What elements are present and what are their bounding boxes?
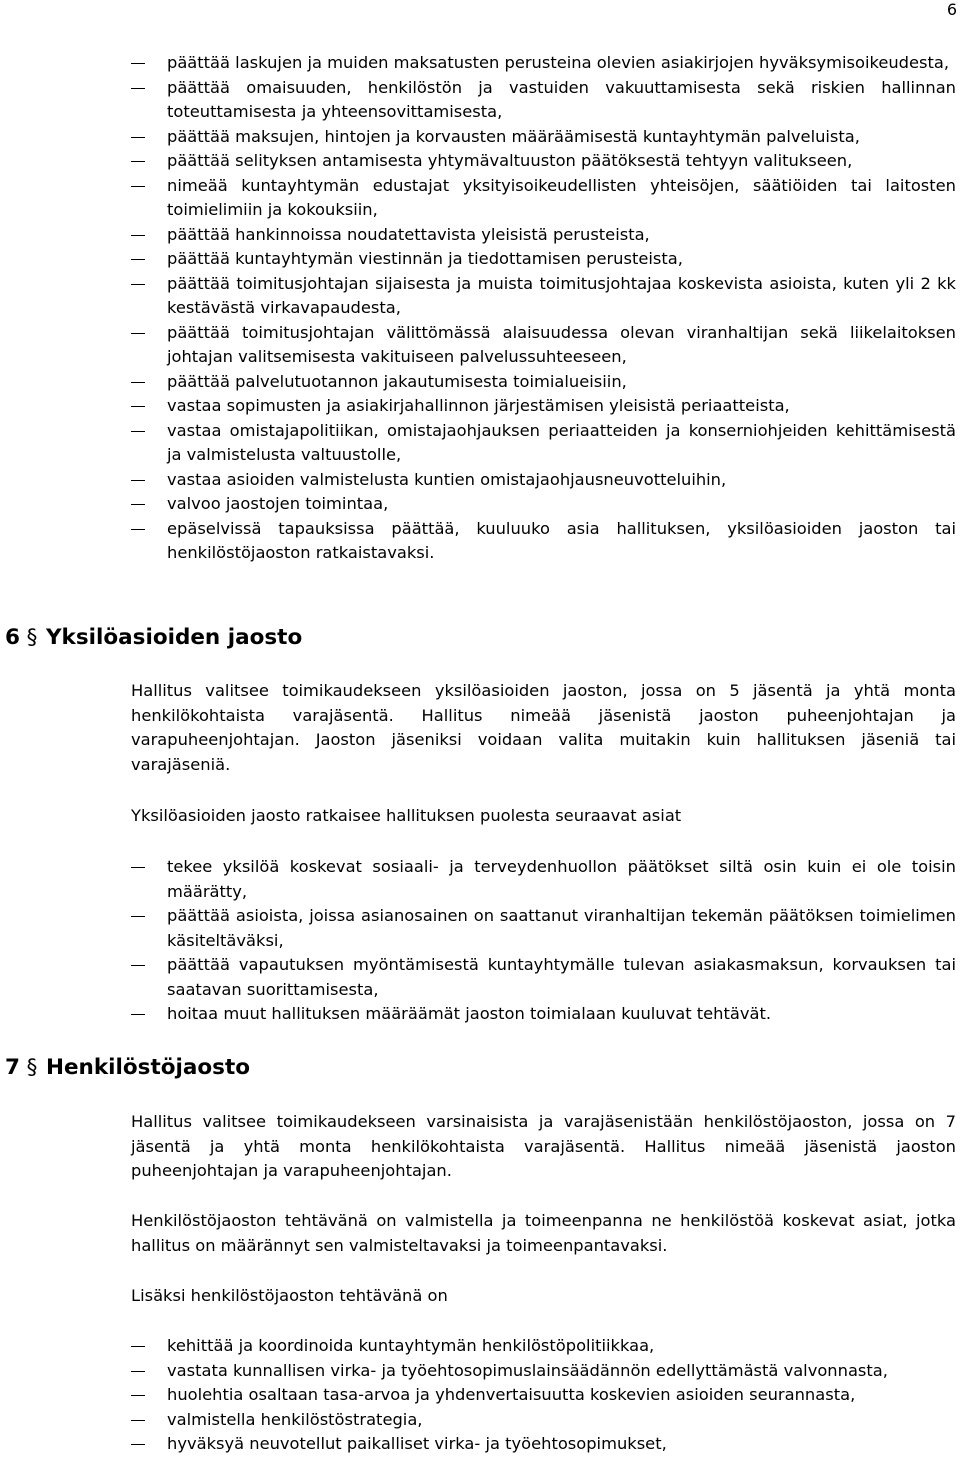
- list-item: [131, 492, 956, 517]
- list-item: [131, 51, 956, 76]
- section-title: Yksilöasioiden jaosto: [45, 625, 303, 650]
- list-item: [131, 1334, 956, 1359]
- dash-bullet: [131, 1014, 145, 1015]
- dash-bullet: [131, 1346, 145, 1347]
- list-item: [131, 1359, 956, 1384]
- list-item: [131, 904, 956, 953]
- list-item-text: vastaa asioiden valmistelusta kuntien omistajaohjausneuvotteluihin,: [167, 469, 727, 489]
- list-item-text: päättää selityksen antamisesta yhtymävaltuuston päätöksestä tehtyyn valitukseen,: [167, 151, 853, 170]
- list-item: [131, 370, 956, 395]
- list-item: [131, 419, 956, 468]
- list-item: [131, 247, 956, 272]
- list-item: [131, 149, 956, 174]
- list-item-text: päättää vapautuksen myöntämisestä kuntayhtymälle tulevan asiakasmaksun, korvauksen tai saatavan suorittamisesta,: [167, 955, 956, 999]
- list-item-text: nimeää kuntayhtymän edustajat yksityisoikeudellisten yhteisöjen, säätiöiden tai laitosten toimielimiin ja kokouksiin,: [167, 175, 956, 219]
- paragraph: Yksilöasioiden jaosto ratkaisee hallituksen puolesta seuraavat asiat: [131, 806, 682, 825]
- paragraph: Lisäksi henkilöstöjaoston tehtävänä on: [131, 1286, 448, 1305]
- list-item: [131, 272, 956, 321]
- section-number: 6: [5, 625, 20, 650]
- dash-bullet: [131, 1420, 145, 1421]
- list-item-text: epäselvissä tapauksissa päättää, kuuluuko asia hallituksen, yksilöasioiden jaoston tai henkilöstöjaoston ratkaistavaksi.: [167, 518, 956, 562]
- list-item-text: vastata kunnallisen virka- ja työehtosopimuslainsäädännön edellyttämästä valvonnasta,: [167, 1360, 888, 1380]
- list-item: [131, 223, 956, 248]
- jaosto-duties-list: [131, 855, 956, 1027]
- dash-bullet: [131, 333, 145, 334]
- dash-bullet: [131, 480, 145, 481]
- dash-bullet: [131, 1444, 145, 1445]
- list-item: [131, 855, 956, 904]
- dash-bullet: [131, 1395, 145, 1396]
- list-item: [131, 517, 956, 566]
- section-heading-henkilostojaosto: [5, 1054, 250, 1082]
- list-item-text: päättää palvelutuotannon jakautumisesta toimialueisiin,: [167, 371, 627, 391]
- list-item: [131, 1432, 956, 1457]
- dash-bullet: [131, 406, 145, 407]
- list-item-text: vastaa sopimusten ja asiakirjahallinnon järjestämisen yleisistä periaatteista,: [167, 396, 790, 415]
- list-item-text: huolehtia osaltaan tasa-arvoa ja yhdenvertaisuutta koskevien asioiden seurannasta,: [167, 1385, 856, 1404]
- section-sign: §: [26, 1055, 38, 1080]
- dash-bullet: [131, 965, 145, 966]
- list-item-text: päättää kuntayhtymän viestinnän ja tiedottamisen perusteista,: [167, 249, 683, 268]
- list-item-text: tekee yksilöä koskevat sosiaali- ja terveydenhuollon päätökset siltä osin kuin ei ole toisin määrätty,: [167, 857, 956, 901]
- list-item-text: valvoo jaostojen toimintaa,: [167, 494, 389, 513]
- paragraph: Henkilöstöjaoston tehtävänä on valmistella ja toimeenpanna ne henkilöstöä koskevat asiat, jotka hallitus on määrännyt sen valmisteltavaksi ja toimeenpantavaksi.: [131, 1211, 956, 1255]
- list-item-text: vastaa omistajapolitiikan, omistajaohjauksen periaatteiden ja konserniohjeiden kehittämisestä ja valmistelusta valtuustolle,: [167, 420, 956, 464]
- dash-bullet: [131, 382, 145, 383]
- dash-bullet: [131, 63, 145, 64]
- list-item: [131, 321, 956, 370]
- list-item: [131, 76, 956, 125]
- list-item-text: päättää asioista, joissa asianosainen on saattanut viranhaltijan tekemän päätöksen toimielimen käsiteltäväksi,: [167, 906, 956, 950]
- list-item: [131, 394, 956, 419]
- dash-bullet: [131, 161, 145, 162]
- list-item: [131, 174, 956, 223]
- list-item-text: päättää omaisuuden, henkilöstön ja vastuiden vakuuttamisesta sekä riskien hallinnan toteuttamisesta ja yhteensovittamisesta,: [167, 77, 956, 121]
- duties-list: [131, 51, 956, 566]
- henkilostojaosto-duties-list: [131, 1334, 956, 1457]
- list-item: [131, 468, 956, 493]
- list-item: [131, 1383, 956, 1408]
- paragraph: Hallitus valitsee toimikaudekseen varsinaisista ja varajäsenistään henkilöstöjaoston, jossa on 7 jäsentä ja yhtä monta henkilökohtaista varajäsentä. Hallitus nimeää jäsenistä jaoston puheenjohtajan ja varapuheenjohtajan.: [131, 1112, 956, 1180]
- list-item-text: päättää hankinnoissa noudatettavista yleisistä perusteista,: [167, 224, 650, 244]
- dash-bullet: [131, 916, 145, 917]
- dash-bullet: [131, 431, 145, 432]
- page-number: 6: [946, 0, 957, 19]
- section-sign: §: [26, 625, 38, 650]
- section-title: Henkilöstöjaosto: [45, 1055, 250, 1080]
- list-item-text: päättää maksujen, hintojen ja korvausten määräämisestä kuntayhtymän palveluista,: [167, 126, 860, 146]
- list-item-text: päättää laskujen ja muiden maksatusten perusteina olevien asiakirjojen hyväksymisoikeudesta,: [167, 53, 950, 72]
- section-heading-yksiloasioiden-jaosto: [5, 624, 302, 652]
- list-item-text: kehittää ja koordinoida kuntayhtymän henkilöstöpolitiikkaa,: [167, 1336, 655, 1355]
- list-item-text: hyväksyä neuvotellut paikalliset virka- ja työehtosopimukset,: [167, 1434, 667, 1453]
- list-item-text: päättää toimitusjohtajan välittömässä alaisuudessa olevan viranhaltijan sekä liikelaitoksen johtajan valitsemisesta vakituiseen palvelussuhteeseen,: [167, 322, 956, 366]
- dash-bullet: [131, 259, 145, 260]
- list-item: [131, 953, 956, 1002]
- list-item: [131, 1002, 956, 1027]
- dash-bullet: [131, 235, 145, 236]
- dash-bullet: [131, 529, 145, 530]
- section-number: 7: [5, 1055, 20, 1080]
- dash-bullet: [131, 867, 145, 868]
- dash-bullet: [131, 137, 145, 138]
- dash-bullet: [131, 504, 145, 505]
- list-item: [131, 1408, 956, 1433]
- dash-bullet: [131, 1371, 145, 1372]
- dash-bullet: [131, 186, 145, 187]
- paragraph: Hallitus valitsee toimikaudekseen yksilöasioiden jaoston, jossa on 5 jäsentä ja yhtä monta henkilökohtaista varajäsentä. Hallitus nimeää jäsenistä jaoston puheenjohtajan ja varapuheenjohtajan. Jaoston jäseniksi voidaan valita muitakin kuin hallituksen jäseniä tai varajäseniä.: [131, 681, 956, 774]
- list-item-text: valmistella henkilöstöstrategia,: [167, 1409, 423, 1429]
- dash-bullet: [131, 88, 145, 89]
- list-item-text: hoitaa muut hallituksen määräämät jaoston toimialaan kuuluvat tehtävät.: [167, 1004, 772, 1023]
- dash-bullet: [131, 284, 145, 285]
- list-item: [131, 125, 956, 150]
- list-item-text: päättää toimitusjohtajan sijaisesta ja muista toimitusjohtajaa koskevista asioista, kuten yli 2 kk kestävästä virkavapaudesta,: [167, 273, 956, 317]
